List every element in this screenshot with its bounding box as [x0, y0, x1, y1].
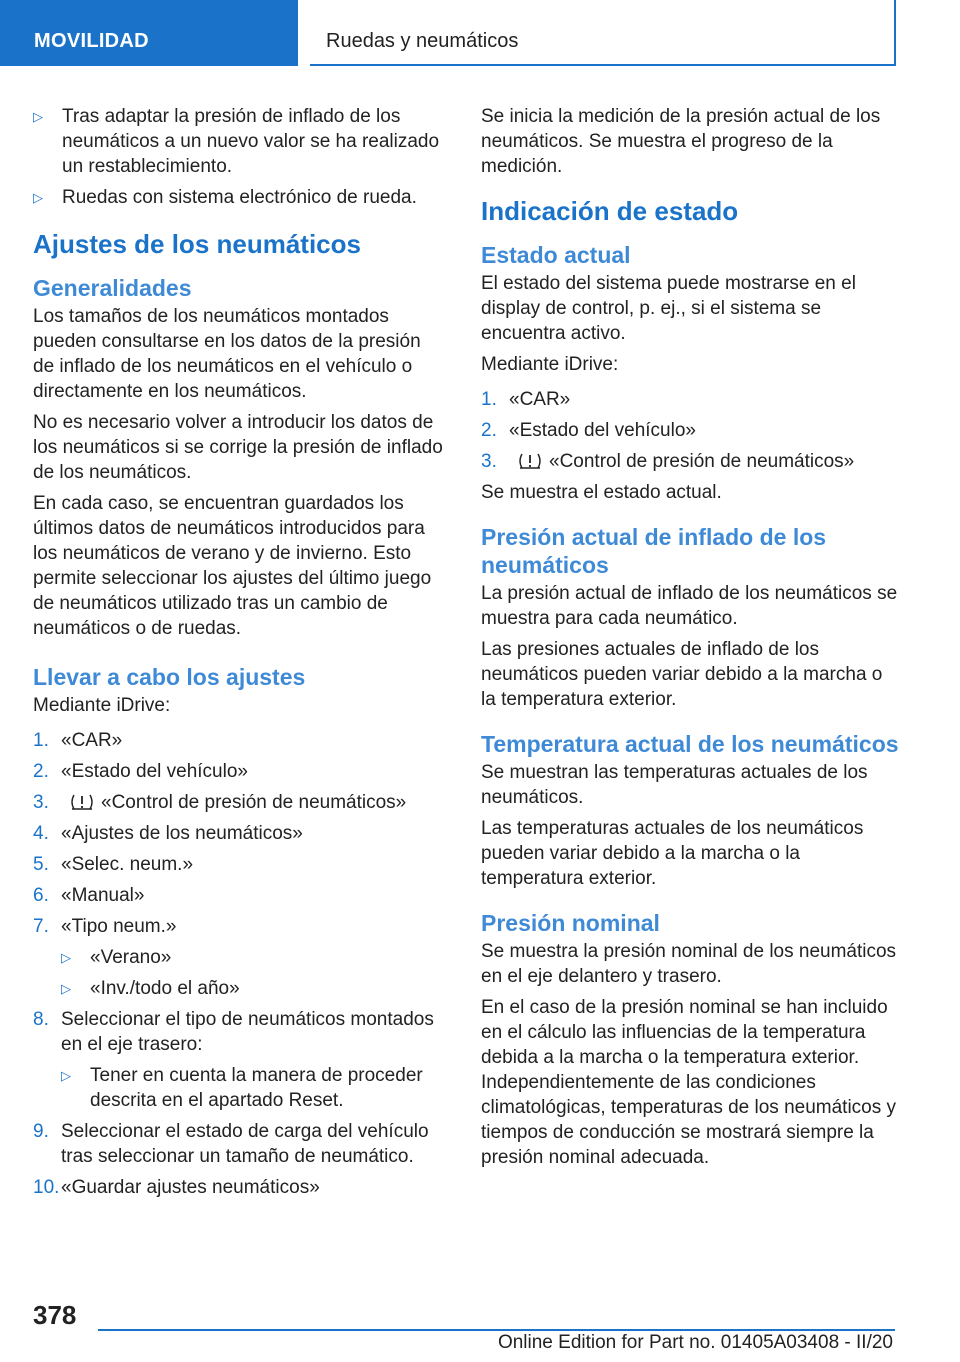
section-label: MOVILIDAD [0, 0, 298, 66]
paragraph: En cada caso, se encuentran guardados los últimos datos de neumáticos introducidos para los neumáticos de verano y de invierno. Esto permite seleccionar los ajustes del último juego de neumáticos utilizado tras un cambio de neumáticos o de ruedas. [33, 493, 432, 639]
left-column [33, 104, 445, 1206]
heading-presion-nominal: Presión nominal [481, 910, 660, 936]
sub-bullet-item: ▷ «Verano» [61, 947, 172, 968]
paragraph: Mediante iDrive: [33, 695, 171, 716]
triangle-bullet-icon: ▷ [33, 109, 43, 124]
right-column [481, 104, 899, 1176]
step-item: 3. «Control de presión de neumáticos» [33, 792, 407, 813]
step-item: 8. Seleccionar el tipo de neumáticos montados en el eje trasero: [33, 1009, 434, 1055]
page-number: 378 [33, 1300, 77, 1330]
step-item: 2. «Estado del vehículo» [481, 420, 696, 441]
tire-pressure-warning-icon [69, 793, 95, 811]
step-item: 2. «Estado del vehículo» [33, 761, 248, 782]
heading-temperatura-actual: Temperatura actual de los neumáticos [481, 731, 899, 757]
step-item: 6. «Manual» [33, 885, 145, 906]
heading-llevar: Llevar a cabo los ajustes [33, 664, 306, 690]
tire-pressure-warning-icon [517, 452, 543, 470]
paragraph: No es necesario volver a introducir los datos de los neumáticos si se corrige la presión de inflado de los neumáticos. [33, 412, 443, 483]
step-item: 3. «Control de presión de neumáticos» [481, 451, 855, 472]
bullet-item: ▷ Tras adaptar la presión de inflado de los neumáticos a un nuevo valor se ha realizado un restablecimiento. [33, 106, 440, 177]
step-item: 1. «CAR» [481, 389, 571, 410]
paragraph: Se inicia la medición de la presión actual de los neumáticos. Se muestra el progreso de la medición. [481, 106, 881, 177]
triangle-bullet-icon: ▷ [61, 950, 71, 965]
triangle-bullet-icon: ▷ [33, 190, 43, 205]
paragraph: Se muestra la presión nominal de los neumáticos en el eje delantero y trasero. [481, 941, 897, 987]
paragraph: Las presiones actuales de inflado de los neumáticos pueden variar debido a la marcha o la temperatura exterior. [481, 639, 883, 710]
paragraph: En el caso de la presión nominal se han incluido en el cálculo las influencias de la temperatura debida a la marcha o la temperatura exterior. Independientemente de las condiciones climatológicas, temperaturas de los neumáticos y tiempos de conducción se mostrará siempre la presión nominal adecuada. [481, 997, 897, 1168]
step-item: 10. «Guardar ajustes neumáticos» [33, 1177, 320, 1198]
heading-presion-actual: Presión actual de inflado de los neumáticos [481, 524, 827, 578]
triangle-bullet-icon: ▷ [61, 981, 71, 996]
chapter-title: Ruedas y neumáticos [310, 0, 896, 66]
heading-estado-actual: Estado actual [481, 242, 631, 268]
footer-divider [98, 1329, 895, 1331]
edition-label: Online Edition for Part no. 01405A03408 - II/20 [497, 1332, 893, 1353]
bullet-item: ▷ Ruedas con sistema electrónico de rueda. [33, 187, 417, 208]
step-item: 9. Seleccionar el estado de carga del vehículo tras seleccionar un tamaño de neumático. [33, 1121, 429, 1167]
paragraph: La presión actual de inflado de los neumáticos se muestra para cada neumático. [481, 583, 898, 629]
paragraph: Las temperaturas actuales de los neumáticos pueden variar debido a la marcha o la temperatura exterior. [481, 818, 864, 889]
step-item: 5. «Selec. neum.» [33, 854, 194, 875]
page-header [0, 0, 960, 66]
triangle-bullet-icon: ▷ [61, 1068, 71, 1083]
paragraph: Se muestra el estado actual. [481, 482, 722, 503]
sub-bullet-item: ▷ Tener en cuenta la manera de proceder descrita en el apartado Reset. [61, 1065, 423, 1111]
sub-bullet-item: ▷ «Inv./todo el año» [61, 978, 240, 999]
heading-generalidades: Generalidades [33, 275, 192, 301]
heading-indicacion: Indicación de estado [481, 196, 739, 226]
heading-ajustes: Ajustes de los neumáticos [33, 229, 361, 259]
paragraph: Se muestran las temperaturas actuales de los neumáticos. [481, 762, 868, 808]
paragraph: Mediante iDrive: [481, 354, 619, 375]
paragraph: Los tamaños de los neumáticos montados pueden consultarse en los datos de la presión de inflado de los neumáticos en el vehículo o directamente en los neumáticos. [33, 306, 421, 402]
paragraph: El estado del sistema puede mostrarse en el display de control, p. ej., si el sistema se encuentra activo. [481, 273, 856, 344]
step-item: 7. «Tipo neum.» [33, 916, 177, 937]
step-item: 4. «Ajustes de los neumáticos» [33, 823, 303, 844]
step-item: 1. «CAR» [33, 730, 123, 751]
